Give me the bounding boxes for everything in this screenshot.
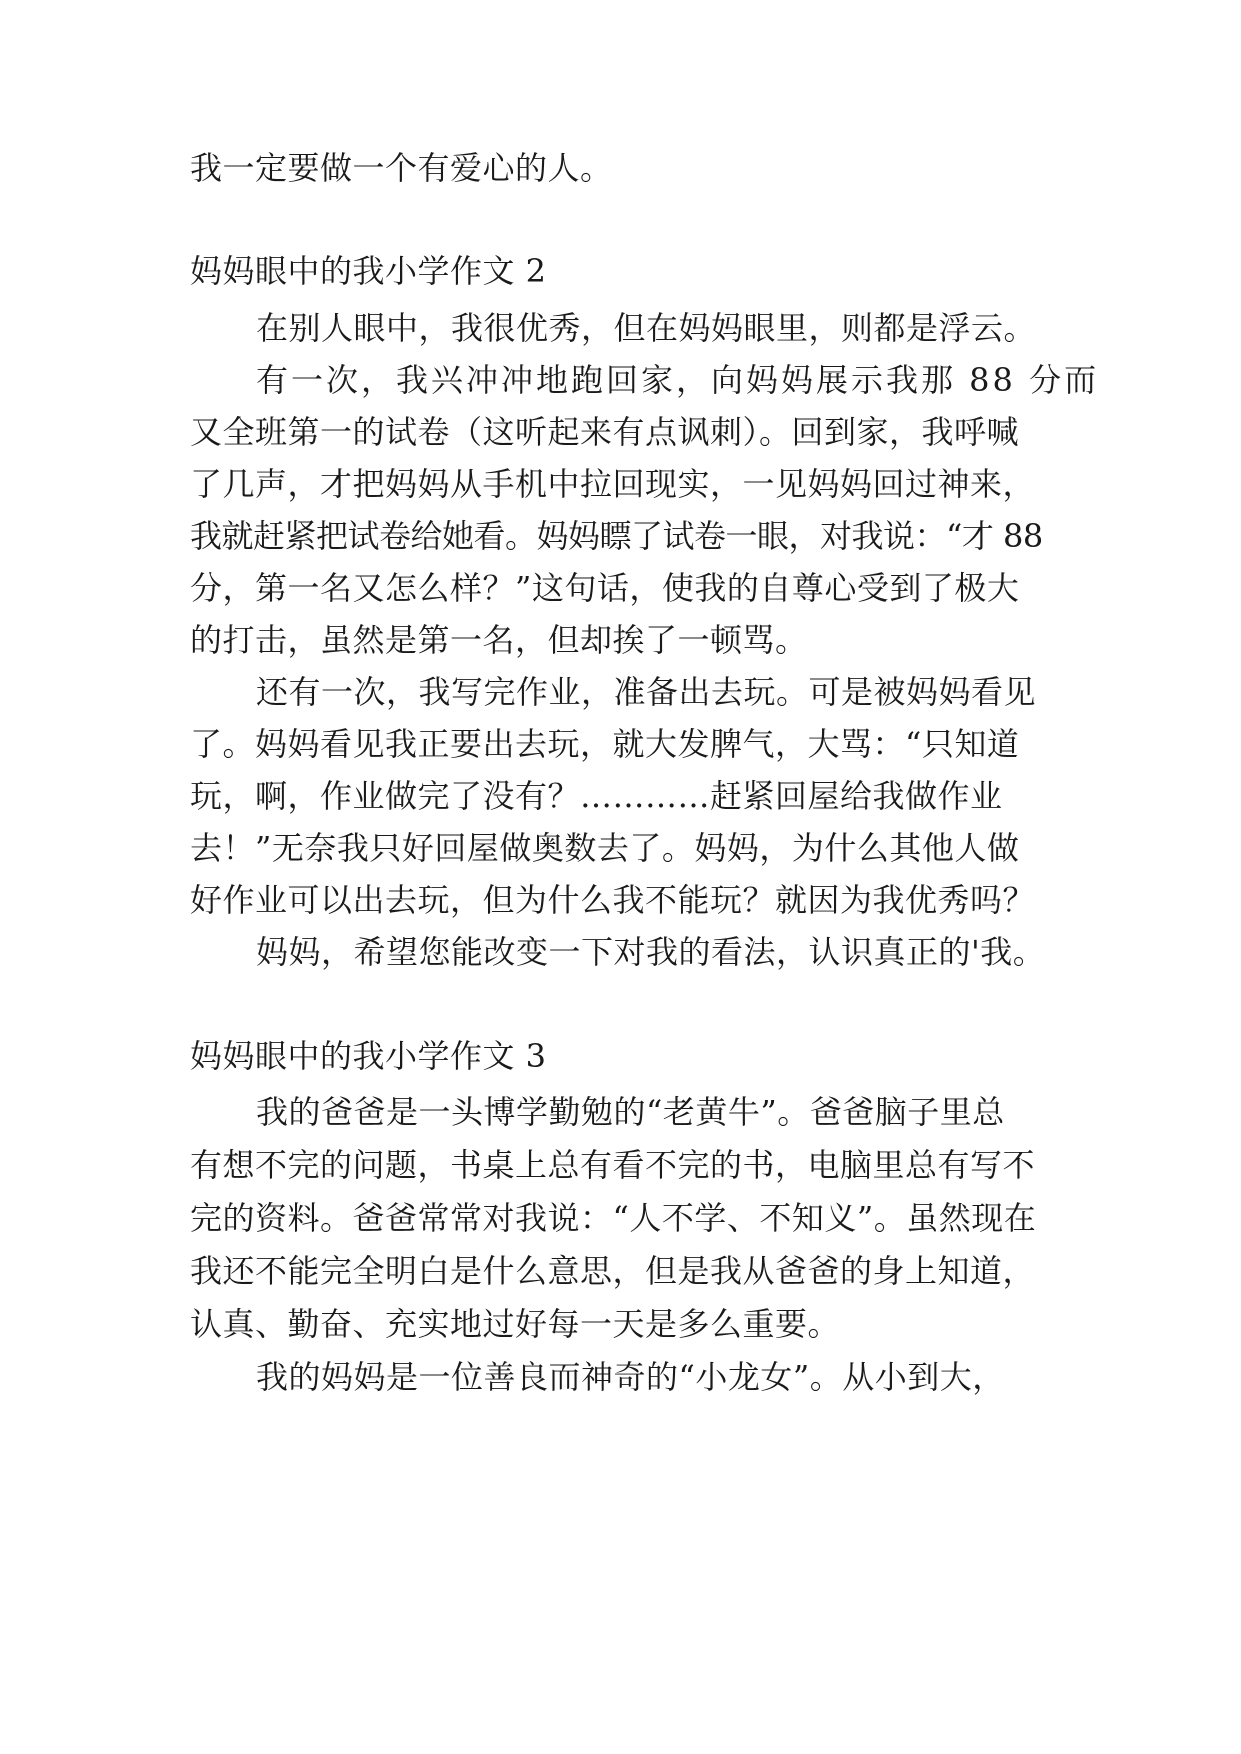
text-line: 还有一次，我写完作业，准备出去玩。可是被妈妈看见 (256, 673, 1037, 711)
text-line: 我的爸爸是一头博学勤勉的“老黄牛”。爸爸脑子里总 (256, 1093, 1005, 1131)
section-2-title: 妈妈眼中的我小学作文 2 (190, 252, 547, 290)
text-line: 了。妈妈看见我正要出去玩，就大发脾气，大骂：“只知道 (190, 725, 1020, 763)
section-3-title: 妈妈眼中的我小学作文 3 (190, 1037, 547, 1075)
paragraph-closing-line: 我一定要做一个有爱心的人。 (190, 149, 613, 187)
text-line: 我就赶紧把试卷给她看。妈妈瞟了试卷一眼，对我说：“才 88 (190, 517, 1043, 555)
text-line: 了几声，才把妈妈从手机中拉回现实，一见妈妈回过神来， (190, 465, 1036, 503)
text-line: 在别人眼中，我很优秀，但在妈妈眼里，则都是浮云。 (256, 309, 1037, 347)
text-line: 好作业可以出去玩，但为什么我不能玩？就因为我优秀吗？ (190, 881, 1036, 919)
text-line: 的打击，虽然是第一名，但却挨了一顿骂。 (190, 621, 808, 659)
text-line: 玩，啊，作业做完了没有？…………赶紧回屋给我做作业 (190, 777, 1003, 815)
text-line: 去！”无奈我只好回屋做奥数去了。妈妈，为什么其他人做 (190, 829, 1020, 867)
text-line: 完的资料。爸爸常常对我说：“人不学、不知义”。虽然现在 (190, 1199, 1037, 1237)
text-line: 分，第一名又怎么样？”这句话，使我的自尊心受到了极大 (190, 569, 1020, 607)
text-line: 我还不能完全明白是什么意思，但是我从爸爸的身上知道， (190, 1252, 1036, 1290)
text-line: 有一次，我兴冲冲地跑回家，向妈妈展示我那 88 分而 (256, 361, 1100, 399)
text-line: 又全班第一的试卷（这听起来有点讽刺）。回到家，我呼喊 (190, 413, 1020, 451)
text-line: 认真、勤奋、充实地过好每一天是多么重要。 (190, 1305, 841, 1343)
text-line: 我的妈妈是一位善良而神奇的“小龙女”。从小到大， (256, 1358, 1005, 1396)
text-line: 有想不完的问题，书桌上总有看不完的书，电脑里总有写不 (190, 1146, 1036, 1184)
text-line: 妈妈，希望您能改变一下对我的看法，认识真正的'我。 (256, 933, 1046, 971)
